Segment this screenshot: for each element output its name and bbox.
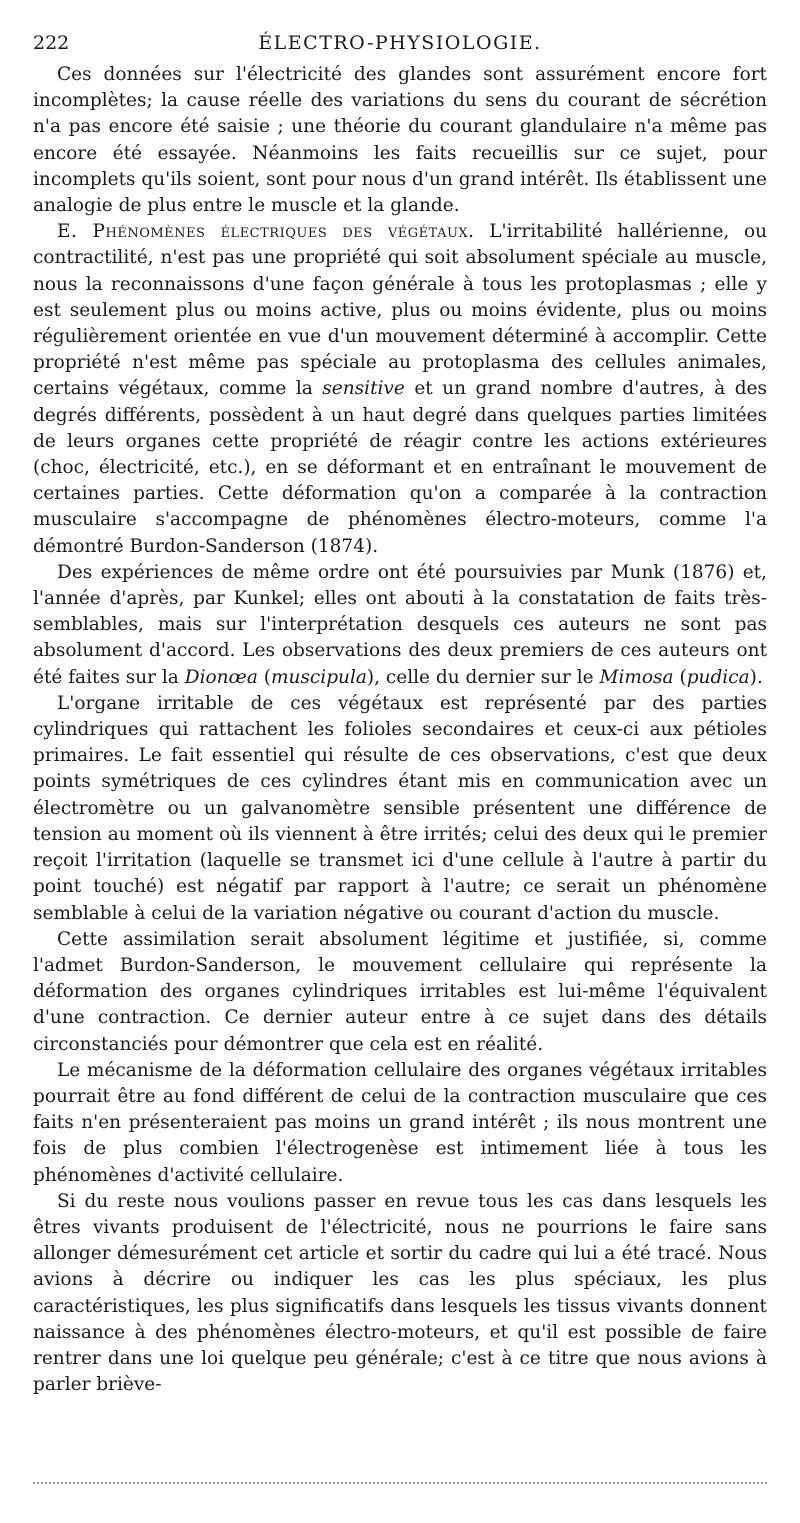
paragraph-text: L'irritabilité hallérienne, ou contractilité, n'est pas une propriété qui soit absolument spéciale au muscle, nous la reconnaissons d'une façon générale à tous les protoplasmas ; elle y est seulement plus ou moins active, plus ou moins évidente, plus ou moins régulièrement orientée en vue d'un mouvement déterminé à accomplir. Cette propriété n'est même pas spéciale au protoplasma des cellules animales, certains végétaux, comme la [33, 221, 767, 400]
italic-term-dionaea: Dionœa [184, 666, 258, 688]
page-number: 222 [33, 32, 70, 54]
paragraph-text-mid: ), celle du dernier sur le [366, 666, 600, 688]
page-header [33, 30, 767, 56]
paragraph-text: Des expériences de même ordre ont été poursuivies par Munk (1876) et, l'année d'après, par Kunkel; elles ont abouti à la constatation de faits très-semblables, mais sur l'interprétation desquels ces auteurs ne sont pas absolument d'accord. Les observations des deux premiers de ces auteurs ont été faites sur la [33, 561, 767, 688]
paragraph-text-end: ). [749, 666, 763, 688]
paragraph-irritable-organ: L'organe irritable de ces végétaux est représenté par des parties cylindriques qui rattachent les folioles secondaires et ceux-ci aux pétioles primaires. Le fait essentiel qui résulte de ces observations, c'est que deux points symétriques de ces cylindres étant mis en communication avec un électromètre ou un galvanomètre sensible présentent une différence de tension au moment où ils viennent à être irrités; celui des deux qui le premier reçoit l'irritation (laquelle se transmet ici d'une cellule à l'autre à partir du point touché) est négatif par rapport à l'autre; ce serait un phénomène semblable à celui de la variation négative ou courant d'action du muscle. [33, 692, 767, 924]
body-text [33, 62, 767, 1398]
paren-open: ( [673, 666, 687, 688]
running-title: ÉLECTRO-PHYSIOLOGIE. [258, 32, 542, 54]
bottom-dotted-rule [33, 1482, 767, 1484]
paren-open: ( [257, 666, 271, 688]
paragraph-mechanism: Le mécanisme de la déformation cellulaire des organes végétaux irritables pourrait être au fond différent de celui de la contraction musculaire que ces faits n'en présenteraient pas moins un grand intérêt ; ils nous montrent une fois de plus combien l'électrogenèse est intimement liée à tous les phénomènes d'activité cellulaire. [33, 1059, 767, 1186]
italic-term-pudica: pudica [686, 666, 750, 688]
paragraph-conclusion: Si du reste nous voulions passer en revue tous les cas dans lesquels les êtres vivants produisent de l'électricité, nous ne pourrions le faire sans allonger démesurément cet article et sortir du cadre qui lui a été tracé. Nous avions à décrire ou indiquer les cas les plus spéciaux, les plus caractéristiques, les plus significatifs dans lesquels les tissus vivants donnent naissance à des phénomènes électro-moteurs, et qu'il est possible de faire rentrer dans une loi quelque peu générale; c'est à ce titre que nous avions à parler briève- [33, 1190, 767, 1396]
italic-term-muscipula: muscipula [270, 666, 367, 688]
paragraph-text-cont: et un grand nombre d'autres, à des degrés différents, possèdent à un haut degré dans quelques parties limitées de leurs organes cette propriété de réagir contre les actions extérieures (choc, électricité, etc.), en se déformant et en entraînant le mouvement de certaines parties. Cette déformation qu'on a comparée à la contraction musculaire s'accompagne de phénomènes électro-moteurs, comme l'a démontré Burdon-Sanderson (1874). [33, 378, 767, 557]
italic-term-sensitive: sensitive [322, 378, 405, 400]
paragraph-glands: Ces données sur l'électricité des glandes sont assurément encore fort incomplètes; la cause réelle des variations du sens du courant de sécrétion n'a pas encore été saisie ; une théorie du courant glandulaire n'a même pas encore été essayée. Néanmoins les faits recueillis sur ce sujet, pour incomplets qu'ils soient, sont pour nous d'un grand intérêt. Ils établissent une analogie de plus entre le muscle et la glande. [33, 64, 767, 217]
section-heading: E. Phénomènes électriques des végétaux. [57, 221, 475, 243]
italic-term-mimosa: Mimosa [599, 666, 674, 688]
paragraph-vegetal-phenomena [33, 219, 767, 560]
paragraph-experiments [33, 560, 767, 691]
paragraph-assimilation: Cette assimilation serait absolument légitime et justifiée, si, comme l'admet Burdon-Sanderson, le mouvement cellulaire qui représente la déformation des organes cylindriques irritables est lui-même l'équivalent d'une contraction. Ce dernier auteur entre à ce sujet dans des détails circonstanciés pour démontrer que cela est en réalité. [33, 928, 767, 1055]
